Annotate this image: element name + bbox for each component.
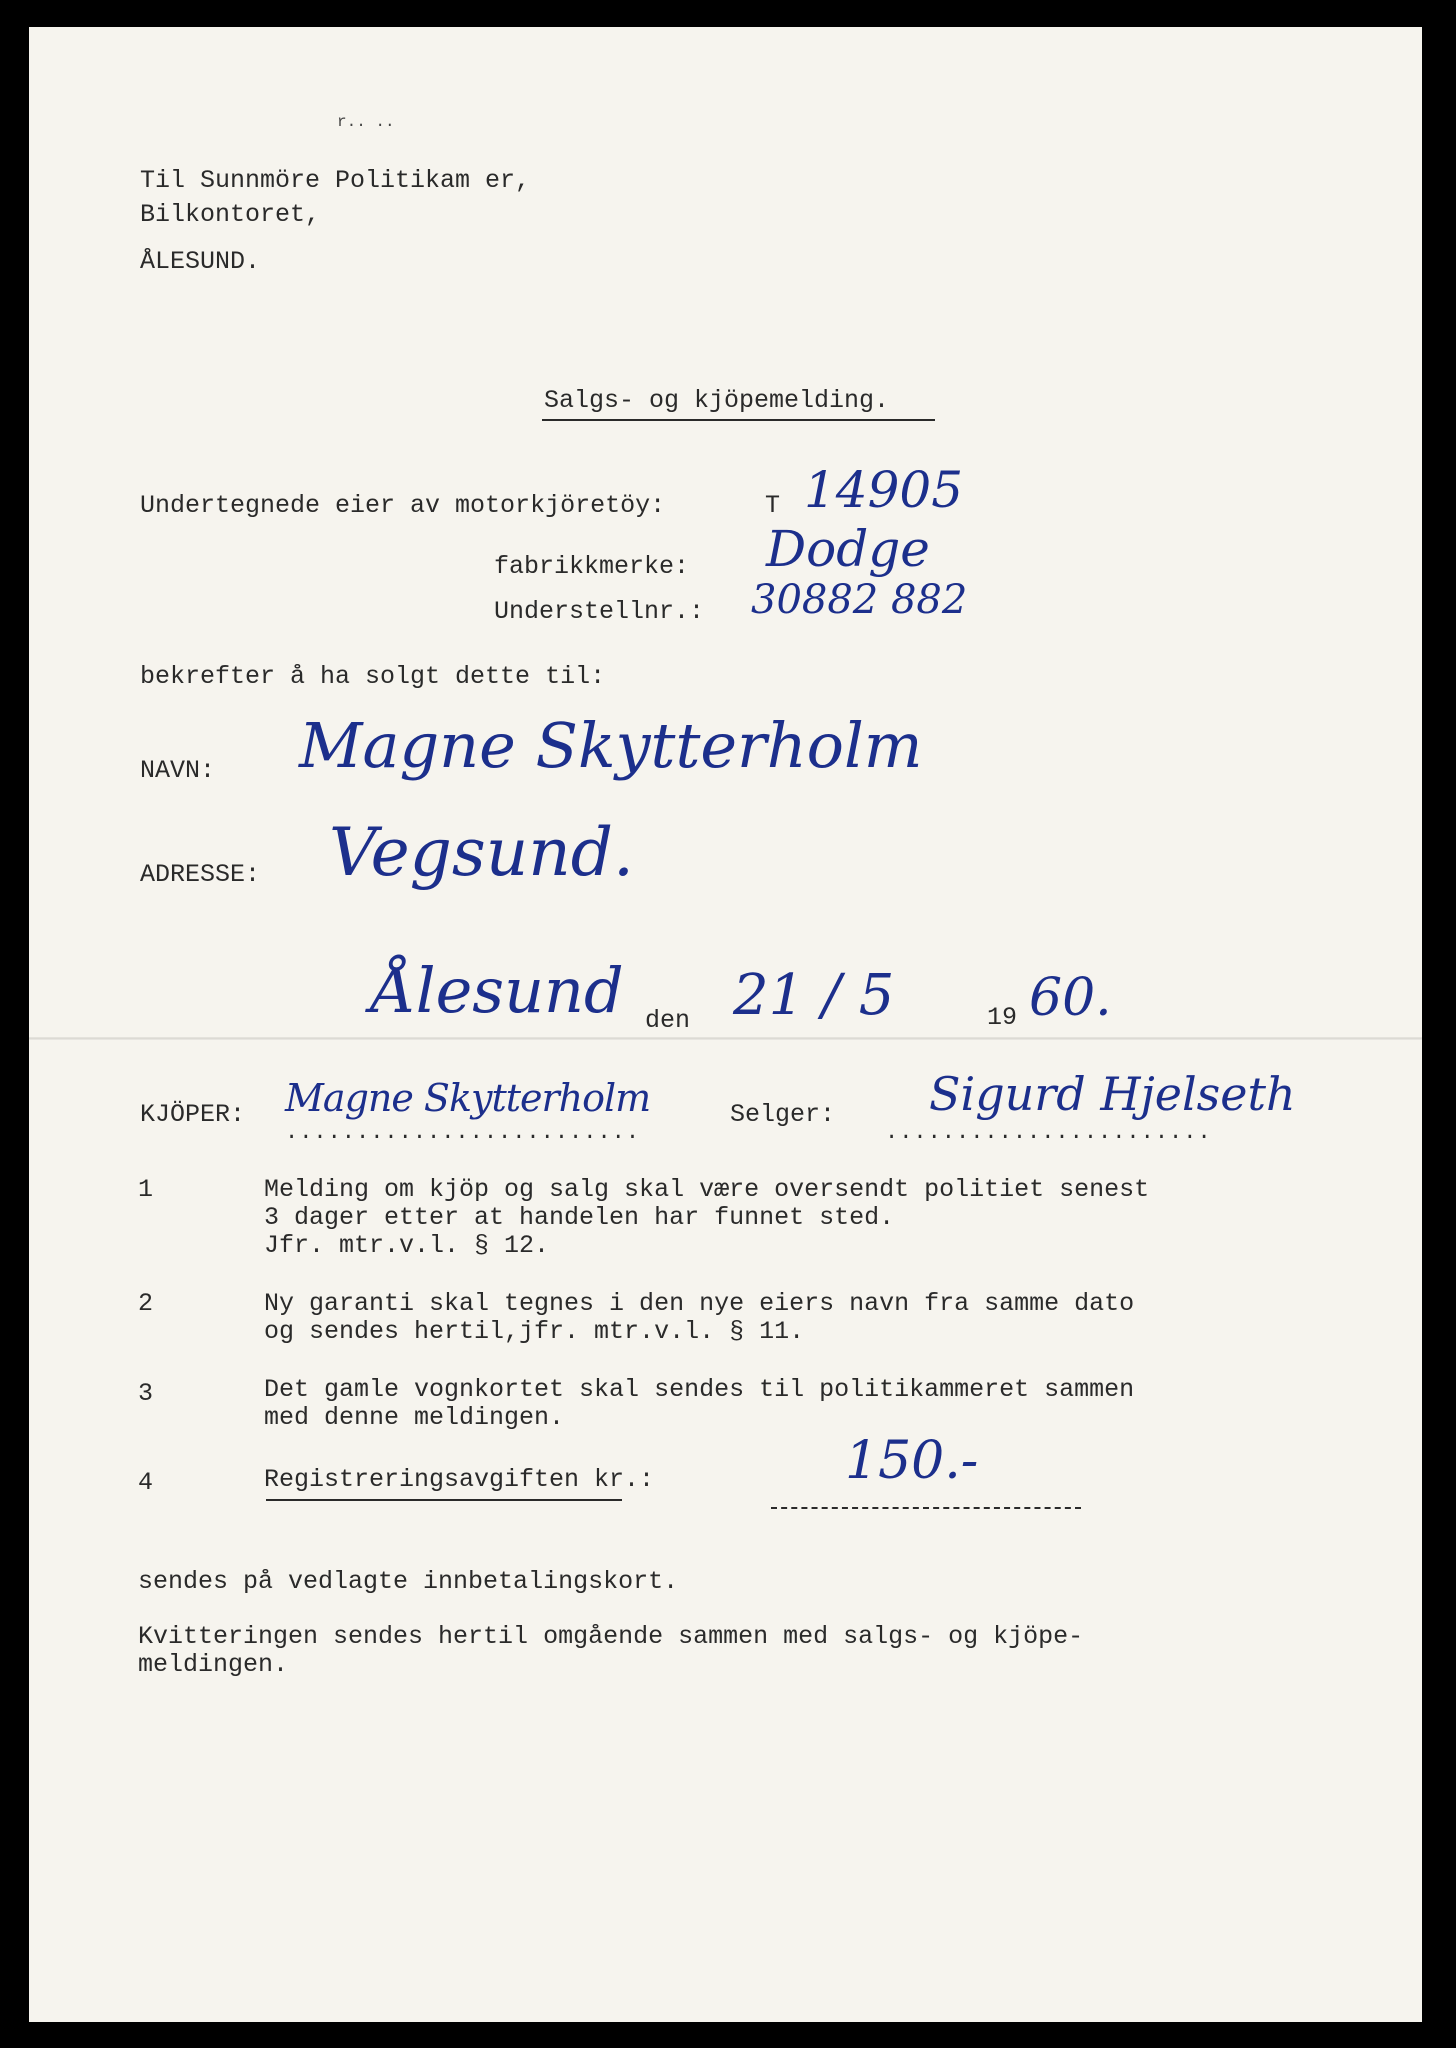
item-line: Jfr. mtr.v.l. § 12. — [264, 1231, 550, 1260]
fee-number: 4 — [138, 1468, 154, 1497]
header-mark: r.. .. — [337, 113, 395, 131]
buyer-signature-line: ......................... — [285, 1120, 641, 1145]
fold-line — [29, 1037, 1422, 1040]
item-line: Det gamle vognkortet skal sendes til politikammeret sammen — [264, 1375, 1135, 1404]
seller-label: Selger: — [730, 1100, 836, 1129]
make-handwritten: Dodge — [766, 520, 930, 578]
fee-label: Registreringsavgiften kr.: — [264, 1465, 655, 1494]
title-underline — [542, 419, 935, 421]
page-title: Salgs- og kjöpemelding. — [544, 386, 890, 415]
year-handwritten: 60. — [1029, 968, 1112, 1028]
den-label: den — [645, 1006, 691, 1035]
item-line: og sendes hertil,jfr. mtr.v.l. § 11. — [264, 1317, 805, 1346]
chassis-handwritten: 30882 882 — [751, 577, 968, 623]
place-handwritten: Ålesund — [371, 954, 624, 1027]
buyer-signature: Magne Skytterholm — [285, 1076, 651, 1120]
buyer-name-handwritten: Magne Skytterholm — [299, 709, 923, 782]
make-label: fabrikkmerke: — [494, 552, 690, 581]
confirm-text: bekrefter å ha solgt dette til: — [140, 662, 606, 691]
buyer-label: KJÖPER: — [140, 1100, 246, 1129]
day-month-handwritten: 21 / 5 — [733, 963, 895, 1028]
owner-label: Undertegnede eier av motorkjöretöy: — [140, 491, 666, 520]
item-number: 1 — [138, 1175, 154, 1204]
recipient-city: ÅLESUND. — [140, 247, 261, 276]
footer-line-1: sendes på vedlagte innbetalingskort. — [138, 1567, 679, 1596]
fee-amount-line — [771, 1507, 1081, 1509]
address-label: ADRESSE: — [140, 860, 261, 889]
buyer-address-handwritten: Vegsund. — [329, 814, 635, 891]
fee-handwritten: 150.- — [845, 1431, 979, 1491]
recipient-line-1: Til Sunnmöre Politikam er, — [140, 166, 531, 195]
item-number: 2 — [138, 1289, 154, 1318]
item-line: Ny garanti skal tegnes i den nye eiers navn fra samme dato — [264, 1289, 1135, 1318]
item-line: Melding om kjöp og salg skal være oversendt politiet senest — [264, 1175, 1150, 1204]
fee-label-underline — [266, 1499, 622, 1501]
item-line: 3 dager etter at handelen har funnet sted. — [264, 1203, 895, 1232]
footer-line-3: meldingen. — [138, 1650, 289, 1679]
item-line: med denne meldingen. — [264, 1403, 565, 1432]
chassis-label: Understellnr.: — [494, 597, 705, 626]
item-number: 3 — [138, 1379, 154, 1408]
footer-line-2: Kvitteringen sendes hertil omgående sammen med salgs- og kjöpe- — [138, 1622, 1084, 1651]
reg-number-handwritten: 14905 — [804, 461, 964, 519]
document-page — [29, 27, 1422, 2022]
recipient-line-2: Bilkontoret, — [140, 200, 321, 229]
name-label: NAVN: — [140, 756, 216, 785]
seller-signature-line: ....................... — [885, 1120, 1212, 1145]
reg-prefix: T — [765, 491, 781, 520]
year-prefix: 19 — [987, 1003, 1018, 1032]
seller-signature: Sigurd Hjelseth — [929, 1067, 1296, 1121]
